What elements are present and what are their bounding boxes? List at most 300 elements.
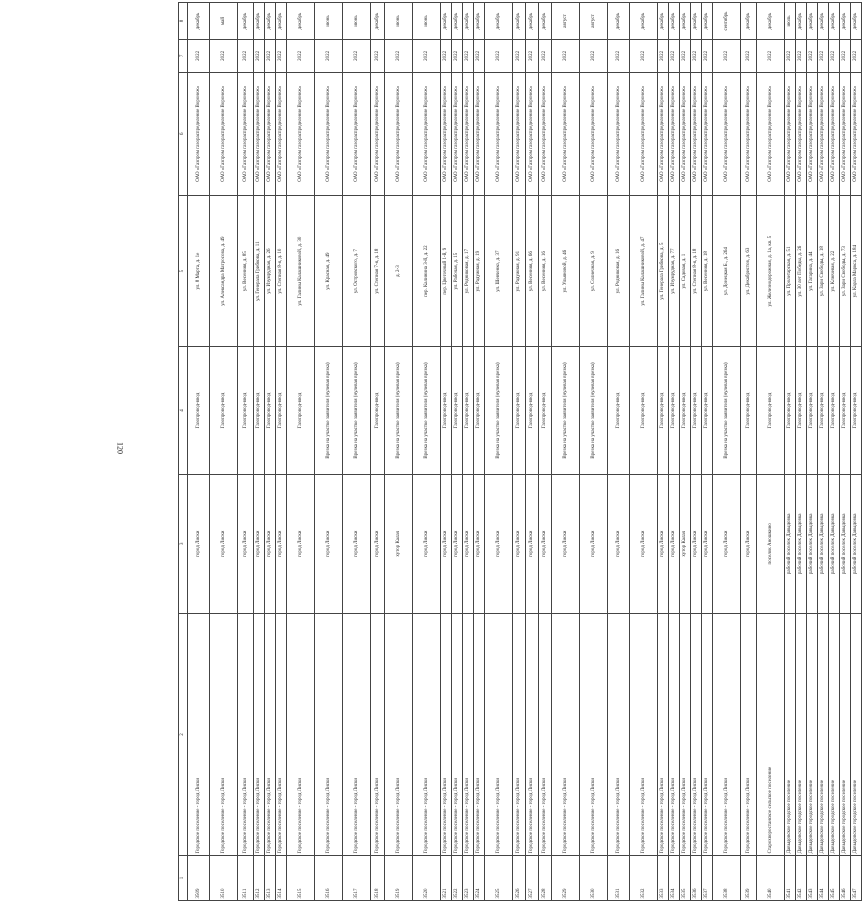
column-number: 3 xyxy=(179,474,188,613)
month-cell: июнь xyxy=(315,3,343,40)
settlement-cell: Городское поселение - город Лиски xyxy=(608,613,630,855)
year-cell: 2022 xyxy=(254,39,265,72)
address-cell: ул. Весенняя, д. 85 xyxy=(238,195,254,347)
locality-cell: рабочий поселок Давыдовка xyxy=(829,474,840,613)
settlement-cell: Давыдовское городское поселение xyxy=(851,613,862,855)
table-row xyxy=(807,3,818,901)
row-number-cell: 3541 xyxy=(785,855,796,900)
table-row xyxy=(343,3,371,901)
year-cell: 2022 xyxy=(474,39,485,72)
locality-cell: город Лиски xyxy=(526,474,539,613)
settlement-cell: Городское поселение - город Лиски xyxy=(371,613,385,855)
locality-cell: город Лиски xyxy=(539,474,552,613)
organization-cell: ОАО «Газпром газораспределение Воронеж» xyxy=(669,72,680,195)
year-cell: 2022 xyxy=(580,39,608,72)
month-cell: сентябрь xyxy=(713,3,741,40)
work-type-cell: Газопровод-ввод xyxy=(840,347,851,474)
settlement-cell: Городское поселение - город Лиски xyxy=(441,613,452,855)
row-number-cell: 3520 xyxy=(413,855,441,900)
work-type-cell: Газопровод-ввод xyxy=(539,347,552,474)
row-number-cell: 3537 xyxy=(702,855,713,900)
address-cell: ул. Солнечная, д. 9 xyxy=(580,195,608,347)
month-cell: декабрь xyxy=(807,3,818,40)
organization-cell: ОАО «Газпром газораспределение Воронеж» xyxy=(702,72,713,195)
year-cell: 2022 xyxy=(452,39,463,72)
settlement-cell: Городское поселение - город Лиски xyxy=(526,613,539,855)
year-cell: 2022 xyxy=(552,39,580,72)
settlement-cell: Городское поселение - город Лиски xyxy=(315,613,343,855)
work-type-cell: Газопровод-ввод xyxy=(441,347,452,474)
year-cell: 2022 xyxy=(188,39,210,72)
month-cell: август xyxy=(580,3,608,40)
row-number-cell: 3539 xyxy=(741,855,757,900)
locality-cell: город Лиски xyxy=(713,474,741,613)
table-row xyxy=(254,3,265,901)
address-cell: пер. Калинина 3-й, д. 22 xyxy=(413,195,441,347)
settlement-cell: Давыдовское городское поселение xyxy=(796,613,807,855)
month-cell: декабрь xyxy=(526,3,539,40)
year-cell: 2022 xyxy=(513,39,526,72)
month-cell: декабрь xyxy=(669,3,680,40)
table-row xyxy=(463,3,474,901)
month-cell: декабрь xyxy=(254,3,265,40)
year-cell: 2022 xyxy=(343,39,371,72)
settlement-cell: Городское поселение - город Лиски xyxy=(452,613,463,855)
organization-cell: ОАО «Газпром газораспределение Воронеж» xyxy=(785,72,796,195)
address-cell: ул. Генерала Грибкова, д. 5 xyxy=(658,195,669,347)
address-cell: ул. Весенняя, д. 66 xyxy=(526,195,539,347)
organization-cell: ОАО «Газпром газораспределение Воронеж» xyxy=(343,72,371,195)
organization-cell: ОАО «Газпром газораспределение Воронеж» xyxy=(413,72,441,195)
address-cell: пер. Цветочный 1-й, 9 xyxy=(441,195,452,347)
locality-cell: рабочий поселок Давыдовка xyxy=(796,474,807,613)
year-cell: 2022 xyxy=(385,39,413,72)
month-cell: декабрь xyxy=(188,3,210,40)
work-type-cell: Газопровод-ввод xyxy=(608,347,630,474)
address-cell: ул. Зари Свободы, д. 18 xyxy=(818,195,829,347)
month-cell: декабрь xyxy=(608,3,630,40)
row-number-cell: 3547 xyxy=(851,855,862,900)
column-number: 7 xyxy=(179,39,188,72)
month-cell: декабрь xyxy=(741,3,757,40)
row-number-cell: 3517 xyxy=(343,855,371,900)
locality-cell: город Лиски xyxy=(608,474,630,613)
year-cell: 2022 xyxy=(691,39,702,72)
table-row xyxy=(452,3,463,901)
row-number-cell: 3530 xyxy=(580,855,608,900)
settlement-cell: Городское поселение - город Лиски xyxy=(691,613,702,855)
address-cell: д. 2-3 xyxy=(385,195,413,347)
table-row xyxy=(840,3,851,901)
address-cell: ул. Радужная, д. 19 xyxy=(474,195,485,347)
address-cell: ул. Садовая, д. 1 xyxy=(680,195,691,347)
settlement-cell: Городское поселение - город Лиски xyxy=(385,613,413,855)
settlement-cell: Городское поселение - город Лиски xyxy=(188,613,210,855)
work-type-cell: Газопровод-ввод xyxy=(680,347,691,474)
year-cell: 2022 xyxy=(441,39,452,72)
work-type-cell: Газопровод-ввод xyxy=(785,347,796,474)
address-cell: ул. Зари Свободы, д. 73 xyxy=(840,195,851,347)
organization-cell: ОАО «Газпром газораспределение Воронеж» xyxy=(539,72,552,195)
work-type-cell: Газопровод-ввод xyxy=(287,347,315,474)
locality-cell: город Лиски xyxy=(276,474,287,613)
work-type-cell: Газопровод-ввод xyxy=(702,347,713,474)
month-cell: декабрь xyxy=(658,3,669,40)
settlement-cell: Давыдовское городское поселение xyxy=(818,613,829,855)
address-cell: ул. Галины Калашниковой, д. 30 xyxy=(287,195,315,347)
organization-cell: ОАО «Газпром газораспределение Воронеж» xyxy=(757,72,785,195)
work-type-cell: Газопровод-ввод xyxy=(658,347,669,474)
organization-cell: ОАО «Газпром газораспределение Воронеж» xyxy=(315,72,343,195)
address-cell: ул. Весенняя, д. 18 xyxy=(702,195,713,347)
locality-cell: город Лиски xyxy=(580,474,608,613)
year-cell: 2022 xyxy=(851,39,862,72)
month-cell: декабрь xyxy=(539,3,552,40)
organization-cell: ОАО «Газпром газораспределение Воронеж» xyxy=(452,72,463,195)
year-cell: 2022 xyxy=(818,39,829,72)
address-cell: ул. 30 лет Победы, д. 26 xyxy=(796,195,807,347)
address-cell: ул. Ключевая, д. 22 xyxy=(829,195,840,347)
settlement-cell: Городское поселение - город Лиски xyxy=(741,613,757,855)
organization-cell: ОАО «Газпром газораспределение Воронеж» xyxy=(276,72,287,195)
settlement-cell: Давыдовское городское поселение xyxy=(785,613,796,855)
organization-cell: ОАО «Газпром газораспределение Воронеж» xyxy=(840,72,851,195)
organization-cell: ОАО «Газпром газораспределение Воронеж» xyxy=(474,72,485,195)
address-cell: ул. Изумрудная, д. 26 xyxy=(265,195,276,347)
work-type-cell: Газопровод-ввод xyxy=(851,347,862,474)
address-cell: ул. Степная 8-я, д. 10 xyxy=(276,195,287,347)
month-cell: декабрь xyxy=(463,3,474,40)
work-type-cell: Газопровод-ввод xyxy=(276,347,287,474)
month-cell: июнь xyxy=(385,3,413,40)
month-cell: декабрь xyxy=(441,3,452,40)
table-row xyxy=(513,3,526,901)
row-number-cell: 3532 xyxy=(630,855,658,900)
table-row xyxy=(713,3,741,901)
table-row xyxy=(385,3,413,901)
row-number-cell: 3513 xyxy=(265,855,276,900)
organization-cell: ОАО «Газпром газораспределение Воронеж» xyxy=(371,72,385,195)
organization-cell: ОАО «Газпром газораспределение Воронеж» xyxy=(485,72,513,195)
month-cell: декабрь xyxy=(474,3,485,40)
table-row xyxy=(238,3,254,901)
work-type-cell: Газопровод-ввод xyxy=(669,347,680,474)
organization-cell: ОАО «Газпром газораспределение Воронеж» xyxy=(630,72,658,195)
settlement-cell: Городское поселение - город Лиски xyxy=(658,613,669,855)
gas-connection-table xyxy=(178,2,862,901)
year-cell: 2022 xyxy=(539,39,552,72)
locality-cell: город Лиски xyxy=(669,474,680,613)
organization-cell: ОАО «Газпром газораспределение Воронеж» xyxy=(238,72,254,195)
settlement-cell: Городское поселение - город Лиски xyxy=(485,613,513,855)
column-number: 6 xyxy=(179,72,188,195)
month-cell: декабрь xyxy=(238,3,254,40)
address-cell: ул. Александра Матросова, д. 49 xyxy=(210,195,238,347)
locality-cell: рабочий поселок Давыдовка xyxy=(818,474,829,613)
work-type-cell: Врезка на участке заявителя (нулевая врезка) xyxy=(343,347,371,474)
table-row xyxy=(796,3,807,901)
month-cell: декабрь xyxy=(276,3,287,40)
month-cell: август xyxy=(552,3,580,40)
organization-cell: ОАО «Газпром газораспределение Воронеж» xyxy=(807,72,818,195)
organization-cell: ОАО «Газпром газораспределение Воронеж» xyxy=(691,72,702,195)
organization-cell: ОАО «Газпром газораспределение Воронеж» xyxy=(741,72,757,195)
column-number: 2 xyxy=(179,613,188,855)
table-row xyxy=(669,3,680,901)
address-cell: ул. Родниковая, д. 17 xyxy=(463,195,474,347)
address-cell: ул. 8 Марта, д. 1е xyxy=(188,195,210,347)
table-row xyxy=(441,3,452,901)
address-cell: ул. Декабристов, д. 63 xyxy=(741,195,757,347)
work-type-cell: Газопровод-ввод xyxy=(818,347,829,474)
address-cell: ул. Шевченко, д. 37 xyxy=(485,195,513,347)
work-type-cell: Газопровод-ввод xyxy=(371,347,385,474)
year-cell: 2022 xyxy=(526,39,539,72)
work-type-cell: Газопровод-ввод xyxy=(188,347,210,474)
settlement-cell: Давыдовское городское поселение xyxy=(829,613,840,855)
row-number-cell: 3533 xyxy=(658,855,669,900)
row-number-cell: 3515 xyxy=(287,855,315,900)
table-row xyxy=(630,3,658,901)
row-number-cell: 3543 xyxy=(807,855,818,900)
table-row xyxy=(371,3,385,901)
row-number-cell: 3524 xyxy=(474,855,485,900)
row-number-cell: 3525 xyxy=(485,855,513,900)
address-cell: ул. Степная 8-я, д. 18 xyxy=(691,195,702,347)
year-cell: 2022 xyxy=(829,39,840,72)
locality-cell: город Лиски xyxy=(441,474,452,613)
row-number-cell: 3540 xyxy=(757,855,785,900)
locality-cell: хутор Калач xyxy=(680,474,691,613)
locality-cell: рабочий поселок Давыдовка xyxy=(807,474,818,613)
organization-cell: ОАО «Газпром газораспределение Воронеж» xyxy=(680,72,691,195)
organization-cell: ОАО «Газпром газораспределение Воронеж» xyxy=(513,72,526,195)
table-row xyxy=(413,3,441,901)
locality-cell: город Лиски xyxy=(315,474,343,613)
row-number-cell: 3523 xyxy=(463,855,474,900)
address-cell: ул. Генерала Грибкова, д. 11 xyxy=(254,195,265,347)
table-row xyxy=(474,3,485,901)
work-type-cell: Газопровод-ввод xyxy=(807,347,818,474)
work-type-cell: Газопровод-ввод xyxy=(691,347,702,474)
locality-cell: город Лиски xyxy=(452,474,463,613)
table-row xyxy=(702,3,713,901)
year-cell: 2022 xyxy=(485,39,513,72)
work-type-cell: Врезка на участке заявителя (нулевая врезка) xyxy=(485,347,513,474)
row-number-cell: 3521 xyxy=(441,855,452,900)
locality-cell: город Лиски xyxy=(463,474,474,613)
work-type-cell: Газопровод-ввод xyxy=(757,347,785,474)
locality-cell: город Лиски xyxy=(371,474,385,613)
work-type-cell: Врезка на участке заявителя (нулевая врезка) xyxy=(552,347,580,474)
settlement-cell: Городское поселение - город Лиски xyxy=(287,613,315,855)
table-row xyxy=(580,3,608,901)
address-cell: ул. Ульяновой, д. 46 xyxy=(552,195,580,347)
work-type-cell: Врезка на участке заявителя (нулевая врезка) xyxy=(580,347,608,474)
locality-cell: город Лиски xyxy=(485,474,513,613)
work-type-cell: Газопровод-ввод xyxy=(238,347,254,474)
year-cell: 2022 xyxy=(210,39,238,72)
year-cell: 2022 xyxy=(680,39,691,72)
month-cell: декабрь xyxy=(851,3,862,40)
locality-cell: город Лиски xyxy=(474,474,485,613)
year-cell: 2022 xyxy=(741,39,757,72)
organization-cell: ОАО «Газпром газораспределение Воронеж» xyxy=(463,72,474,195)
work-type-cell: Газопровод-ввод xyxy=(452,347,463,474)
locality-cell: город Лиски xyxy=(552,474,580,613)
organization-cell: ОАО «Газпром газораспределение Воронеж» xyxy=(265,72,276,195)
settlement-cell: Старохворостанское сельское поселение xyxy=(757,613,785,855)
table-row xyxy=(680,3,691,901)
month-cell: декабрь xyxy=(757,3,785,40)
month-cell: декабрь xyxy=(680,3,691,40)
locality-cell: город Лиски xyxy=(343,474,371,613)
column-number: 5 xyxy=(179,195,188,347)
row-number-cell: 3514 xyxy=(276,855,287,900)
locality-cell: город Лиски xyxy=(265,474,276,613)
row-number-cell: 3531 xyxy=(608,855,630,900)
organization-cell: ОАО «Газпром газораспределение Воронеж» xyxy=(188,72,210,195)
row-number-cell: 3512 xyxy=(254,855,265,900)
organization-cell: ОАО «Газпром газораспределение Воронеж» xyxy=(526,72,539,195)
table-row xyxy=(829,3,840,901)
organization-cell: ОАО «Газпром газораспределение Воронеж» xyxy=(441,72,452,195)
year-cell: 2022 xyxy=(413,39,441,72)
work-type-cell: Газопровод-ввод xyxy=(265,347,276,474)
organization-cell: ОАО «Газпром газораспределение Воронеж» xyxy=(552,72,580,195)
month-cell: декабрь xyxy=(829,3,840,40)
organization-cell: ОАО «Газпром газораспределение Воронеж» xyxy=(385,72,413,195)
locality-cell: город Лиски xyxy=(658,474,669,613)
work-type-cell: Газопровод-ввод xyxy=(829,347,840,474)
row-number-cell: 3518 xyxy=(371,855,385,900)
table-row xyxy=(757,3,785,901)
locality-cell: поселок Аношкино xyxy=(757,474,785,613)
year-cell: 2022 xyxy=(796,39,807,72)
address-cell: ул. Островского, д. 7 xyxy=(343,195,371,347)
table-row xyxy=(785,3,796,901)
work-type-cell: Врезка на участке заявителя (нулевая врезка) xyxy=(713,347,741,474)
locality-cell: рабочий поселок Давыдовка xyxy=(785,474,796,613)
settlement-cell: Городское поселение - город Лиски xyxy=(276,613,287,855)
row-number-cell: 3534 xyxy=(669,855,680,900)
organization-cell: ОАО «Газпром газораспределение Воронеж» xyxy=(851,72,862,195)
month-cell: июль xyxy=(785,3,796,40)
month-cell: декабрь xyxy=(513,3,526,40)
organization-cell: ОАО «Газпром газораспределение Воронеж» xyxy=(287,72,315,195)
settlement-cell: Городское поселение - город Лиски xyxy=(580,613,608,855)
settlement-cell: Городское поселение - город Лиски xyxy=(254,613,265,855)
locality-cell: город Лиски xyxy=(741,474,757,613)
table-row xyxy=(539,3,552,901)
settlement-cell: Городское поселение - город Лиски xyxy=(630,613,658,855)
table-row xyxy=(552,3,580,901)
organization-cell: ОАО «Газпром газораспределение Воронеж» xyxy=(580,72,608,195)
organization-cell: ОАО «Газпром газораспределение Воронеж» xyxy=(608,72,630,195)
organization-cell: ОАО «Газпром газораспределение Воронеж» xyxy=(818,72,829,195)
row-number-cell: 3516 xyxy=(315,855,343,900)
row-number-cell: 3510 xyxy=(210,855,238,900)
locality-cell: город Лиски xyxy=(413,474,441,613)
organization-cell: ОАО «Газпром газораспределение Воронеж» xyxy=(796,72,807,195)
organization-cell: ОАО «Газпром газораспределение Воронеж» xyxy=(713,72,741,195)
header-row xyxy=(179,3,188,901)
row-number-cell: 3538 xyxy=(713,855,741,900)
row-number-cell: 3528 xyxy=(539,855,552,900)
row-number-cell: 3529 xyxy=(552,855,580,900)
year-cell: 2022 xyxy=(840,39,851,72)
locality-cell: город Лиски xyxy=(702,474,713,613)
settlement-cell: Городское поселение - город Лиски xyxy=(680,613,691,855)
row-number-cell: 3546 xyxy=(840,855,851,900)
settlement-cell: Городское поселение - город Лиски xyxy=(474,613,485,855)
month-cell: декабрь xyxy=(452,3,463,40)
month-cell: декабрь xyxy=(818,3,829,40)
table-row xyxy=(188,3,210,901)
work-type-cell: Газопровод-ввод xyxy=(210,347,238,474)
address-cell: ул. Родниковая, д. 16 xyxy=(608,195,630,347)
year-cell: 2022 xyxy=(785,39,796,72)
row-number-cell: 3511 xyxy=(238,855,254,900)
table-row xyxy=(315,3,343,901)
work-type-cell: Газопровод-ввод xyxy=(513,347,526,474)
locality-cell: город Лиски xyxy=(287,474,315,613)
month-cell: декабрь xyxy=(265,3,276,40)
year-cell: 2022 xyxy=(608,39,630,72)
locality-cell: город Лиски xyxy=(513,474,526,613)
row-number-cell: 3542 xyxy=(796,855,807,900)
row-number-cell: 3527 xyxy=(526,855,539,900)
row-number-cell: 3536 xyxy=(691,855,702,900)
work-type-cell: Газопровод-ввод xyxy=(526,347,539,474)
year-cell: 2022 xyxy=(287,39,315,72)
year-cell: 2022 xyxy=(315,39,343,72)
year-cell: 2022 xyxy=(265,39,276,72)
address-cell: ул. Донецкая Б., д. 264 xyxy=(713,195,741,347)
work-type-cell: Газопровод-ввод xyxy=(741,347,757,474)
settlement-cell: Городское поселение - город Лиски xyxy=(238,613,254,855)
locality-cell: город Лиски xyxy=(210,474,238,613)
address-cell: ул. Гагарина, д. 44 xyxy=(807,195,818,347)
year-cell: 2022 xyxy=(658,39,669,72)
row-number-cell: 3544 xyxy=(818,855,829,900)
row-number-cell: 3509 xyxy=(188,855,210,900)
organization-cell: ОАО «Газпром газораспределение Воронеж» xyxy=(210,72,238,195)
address-cell: ул. Красная, д. 49 xyxy=(315,195,343,347)
month-cell: май xyxy=(210,3,238,40)
work-type-cell: Газопровод-ввод xyxy=(463,347,474,474)
work-type-cell: Газопровод-ввод xyxy=(630,347,658,474)
table-row xyxy=(851,3,862,901)
year-cell: 2022 xyxy=(757,39,785,72)
work-type-cell: Газопровод-ввод xyxy=(254,347,265,474)
locality-cell: хутор Калач xyxy=(385,474,413,613)
address-cell: ул. Весенняя, д. 16 xyxy=(539,195,552,347)
page-number: 120 xyxy=(115,442,125,454)
address-cell: ул. Пролетарская, д. 51 xyxy=(785,195,796,347)
month-cell: декабрь xyxy=(485,3,513,40)
month-cell: декабрь xyxy=(796,3,807,40)
settlement-cell: Городское поселение - город Лиски xyxy=(413,613,441,855)
year-cell: 2022 xyxy=(371,39,385,72)
year-cell: 2022 xyxy=(276,39,287,72)
settlement-cell: Городское поселение - город Лиски xyxy=(210,613,238,855)
month-cell: декабрь xyxy=(287,3,315,40)
settlement-cell: Городское поселение - город Лиски xyxy=(669,613,680,855)
locality-cell: город Лиски xyxy=(691,474,702,613)
work-type-cell: Врезка на участке заявителя (нулевая врезка) xyxy=(315,347,343,474)
settlement-cell: Давыдовское городское поселение xyxy=(807,613,818,855)
